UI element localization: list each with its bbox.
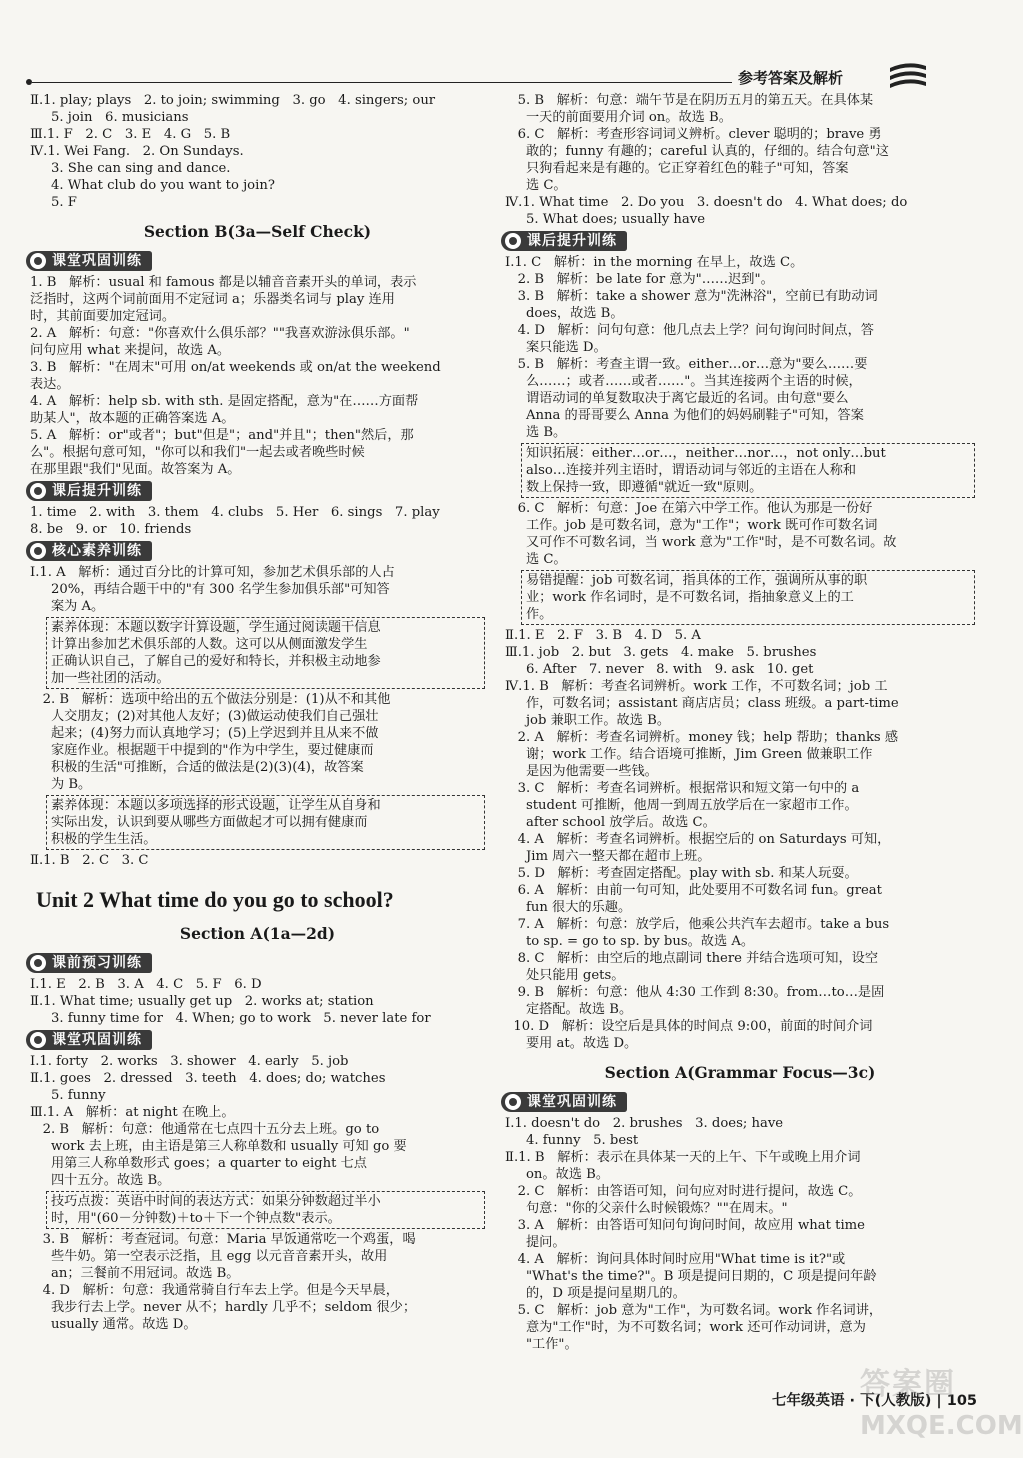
literacy-note-box: 素养体现：本题以数字计算设题，学生通过阅读题干信息 计算出参加艺术俱乐部的人数。这可以从侧面激发学生 正确认识自己，了解自己的爱好和特长，并积极主动地参 加一些社团的活动。 (46, 617, 485, 689)
right-block-3: Ⅰ.1. doesn't do 2. brushes 3. does; have 4. funny 5. best Ⅱ.1. B 解析：表示在具体某一天的上午、下午或晚上用介词 on。故选 B。 2. C 解析：由答语可知，问句应对时进行提问，故选 C。 句意："你的父亲什么时候锻炼？""在周末。" 3. A 解析：由答语可知问句询问时间，故应用 what time 提问。 4. A 解析：询问具体时间时应用"What time is it?"或 "What's the time?"。B 项是提问日期的，C 项是提问年龄 的，D 项是提问星期几的。 5. C 解析：job 意为"工作"，为可数名词。work 作名词讲， 意为"工作"时，为不可数名词；work 还可作动词讲，意为 "工作"。 (505, 1116, 883, 1352)
right-block-1: 5. B 解析：句意：端午节是在阴历五月的第五天。在具体某 一天的前面要用介词 on。故选 B。 6. C 解析：考查形容词词义辨析。clever 聪明的；brave 勇 敢的；funny 有趣的；careful 认真的，仔细的。结合句意"这 只狗看起来是有趣的。它正穿着红色的鞋子"可知，答案 选 C。 Ⅳ.1. What time 2. Do you 3. doesn't do 4. What does; do 5. What does; usually have (505, 93, 908, 227)
unit-title: Unit 2 What time do you go to school? (36, 887, 394, 912)
banner-emblem-icon (505, 233, 521, 249)
right-block-2: Ⅰ.1. C 解析：in the morning 在早上，故选 C。 2. B 解析：be late for 意为"……迟到"。 3. B 解析：take a shower 意为"洗淋浴"，空前已有助动词 does，故选 B。 4. D 解析：问句句意：他几点去上学？问句询问时间点，答 案只能选 D。 5. B 解析：考查主谓一致。either…or…意为"要么……要 么……；或者……或者……"。当其连接两个主语的时候， 谓语动词的单复数取决于离它最近的名词。由句意"要么 Anna 的哥哥要么 Anna 为他们的妈妈刷鞋子"可知，答案 选 B。 知识拓展：either…or…，neither…nor…，not only…but also…连接并列主语时，谓语动词与邻近的主语在人称和 数上保持一致，即遵循"就近一致"原则。 6. C 解析：句意：Joe 在第六中学工作。他认为那是一份好 工作。job 是可数名词，意为"工作"；work 既可作可数名词 又可作不可数名词，当 work 意为"工作"时，是不可数名词。故 选 C。 易错提醒：job 可数名词，指具体的工作，强调所从事的职 业；work 作名词时，是不可数名词，指抽象意义上的工 作。 Ⅱ.1. E 2. F 3. B 4. D 5. A Ⅲ.1. job 2. but 3. gets 4. make 5. brushes 6. After 7. never 8. with 9. ask 10. get Ⅳ.1. B 解析：考查名词辨析。work 工作，不可数名词；job 工 作，可数名词；assistant 商店店员；class 班级。a part-time job 兼职工作。故选 B。 2. A 解析：考查名词辨析。money 钱；help 帮助；thanks 感 谢；work 工作。结合语境可推断，Jim Green 做兼职工作 是因为他需要一些钱。 3. C 解析：考查名词辨析。根据常识和短文第一句中的 a student 可推断，他周一到周五放学后在一家超市工作。 after school 放学后。故选 C。 4. A 解析：考查名词辨析。根据空后的 on Saturdays 可知， Jim 周六一整天都在超市上班。 5. D 解析：考查固定搭配。play with sb. 和某人玩耍。 6. A 解析：由前一句可知，此处要用不可数名词 fun。great fun 很大的乐趣。 7. A 解析：句意：放学后，他乘公共汽车去超市。take a bus to sp. = go to sp. by bus。故选 A。 8. C 解析：由空后的地点副词 there 并结合选项可知，设空 处只能用 gets。 9. B 解析：句意：他从 4:30 工作到 8:30。from…to…是固 定搭配。故选 B。 10. D 解析：设空后是具体的时间点 9:00，前面的时间介词 要用 at。故选 D。 (505, 254, 975, 1052)
page-footer: 七年级英语 · 下(人教版) | 105 (772, 1393, 978, 1409)
left-block-3: 1. time 2. with 3. them 4. clubs 5. Her 6. sings 7. play 8. be 9. or 10. friends (30, 505, 440, 537)
common-mistake-box: 易错提醒：job 可数名词，指具体的工作，强调所从事的职 业；work 作名词时，是不可数名词，指抽象意义上的工 作。 (521, 570, 975, 625)
left-column (30, 92, 485, 1333)
watermark-url: MXQE.COM (860, 1411, 1023, 1441)
banner-emblem-icon (505, 1094, 521, 1110)
banner-after-class-improvement-2: 课后提升训练 (501, 231, 627, 251)
watermark: 答案圈 (860, 1367, 956, 1402)
banner-emblem-icon (30, 543, 46, 559)
section-b-title: Section B(3a—Self Check) (143, 222, 372, 241)
banner-after-class-improvement: 课后提升训练 (26, 481, 152, 501)
tip-box: 技巧点拨：英语中时间的表达方式：如果分钟数超过半小 时，用"(60－分钟数)＋to＋下一个钟点数"表示。 (46, 1191, 485, 1229)
banner-classroom-consolidation-3: 课堂巩固训练 (501, 1092, 627, 1112)
banner-classroom-consolidation: 课堂巩固训练 (26, 251, 152, 271)
knowledge-extension-box: 知识拓展：either…or…，neither…nor…，not only…but also…连接并列主语时，谓语动词与邻近的主语在人称和 数上保持一致，即遵循"就近一致"原则。 (521, 443, 975, 498)
section-a-title: Section A(1a—2d) (179, 924, 336, 943)
left-block-2: 1. B 解析：usual 和 famous 都是以辅音音素开头的单词，表示 泛指时，这两个词前面用不定冠词 a；乐器类名词与 play 连用 时，其前面要加定冠词。 2. A 解析：句意："你喜欢什么俱乐部？""我喜欢游泳俱乐部。" 问句应用 what 来提问，故选 A。 3. B 解析："在周末"可用 on/at weekends 或 on/at the weekend 表达。 4. A 解析：help sb. with sth. 是固定搭配，意为"在……方面帮 助某人"，故本题的正确答案选 A。 5. A 解析：or"或者"；but"但是"；and"并且"；then"然后，那 么"。根据句意可知，"你可以和我们"一起去或者晚些时候 在那里跟"我们"见面。故答案为 A。 (30, 275, 441, 477)
left-block-5: Ⅰ.1. E 2. B 3. A 4. C 5. F 6. D Ⅱ.1. What time; usually get up 2. works at; station 3. funny time for 4. When; go to work 5. never late for (30, 977, 431, 1026)
banner-emblem-icon (30, 1032, 46, 1048)
banner-emblem-icon (30, 483, 46, 499)
banner-core-literacy: 核心素养训练 (26, 541, 152, 561)
literacy-note-box: 素养体现：本题以多项选择的形式设题，让学生从自身和 实际出发，认识到要从哪些方面做起才可以拥有健康而 积极的学生生活。 (46, 795, 485, 850)
header-title: 参考答案及解析 (738, 69, 844, 87)
left-block-1: Ⅱ.1. play; plays 2. to join; swimming 3. go 4. singers; our 5. join 6. musicians Ⅲ.1. F 2. C 3. E 4. G 5. B Ⅳ.1. Wei Fang. 2. On Sundays. 3. She can sing and dance. 4. What club do you want to join? 5. F (30, 93, 436, 210)
left-block-4: Ⅰ.1. A 解析：通过百分比的计算可知，参加艺术俱乐部的人占 20%，再结合题干中的"有 300 名学生参加俱乐部"可知答 案为 A。 素养体现：本题以数字计算设题，学生通过阅读题干信息 计算出参加艺术俱乐部的人数。这可以从侧面激发学生 正确认识自己，了解自己的爱好和特长，并积极主动地参 加一些社团的活动。 2. B 解析：选项中给出的五个做法分别是：(1)从不和其他 人交朋友；(2)对其他人友好；(3)做运动使我们自己强壮 起来；(4)努力而认真地学习；(5)上学迟到并且从来不做 家庭作业。根据题干中提到的"作为中学生，要过健康而 积极的生活"可推断，合适的做法是(2)(3)(4)，故答案 为 B。 素养体现：本题以多项选择的形式设题，让学生从自身和 实际出发，认识到要从哪些方面做起才可以拥有健康而 积极的学生生活。 Ⅱ.1. B 2. C 3. C (30, 564, 485, 869)
banner-emblem-icon (30, 955, 46, 971)
section-grammar-focus-title: Section A(Grammar Focus—3c) (604, 1063, 876, 1082)
banner-classroom-consolidation-2: 课堂巩固训练 (26, 1030, 152, 1050)
header-rule (32, 82, 732, 83)
book-stack-icon (888, 60, 928, 94)
right-column (505, 92, 975, 1353)
banner-emblem-icon (30, 253, 46, 269)
banner-preview: 课前预习训练 (26, 953, 152, 973)
left-block-6: Ⅰ.1. forty 2. works 3. shower 4. early 5. job Ⅱ.1. goes 2. dressed 3. teeth 4. does; do; watches 5. funny Ⅲ.1. A 解析：at night 在晚上。 2. B 解析：句意：他通常在七点四十五分去上班。go to work 去上班，由主语是第三人称单数和 usually 可知 go 要 用第三人称单数形式 goes；a quarter to eight 七点 四十五分。故选 B。 技巧点拨：英语中时间的表达方式：如果分钟数超过半小 时，用"(60－分钟数)＋to＋下一个钟点数"表示。 3. B 解析：考查冠词。句意：Maria 早饭通常吃一个鸡蛋，喝 些牛奶。第一空表示泛指，且 egg 以元音音素开头，故用 an；三餐前不用冠词。故选 B。 4. D 解析：句意：我通常骑自行车去上学。但是今天早晨， 我步行去上学。never 从不；hardly 几乎不；seldom 很少； usually 通常。故选 D。 (30, 1053, 485, 1333)
